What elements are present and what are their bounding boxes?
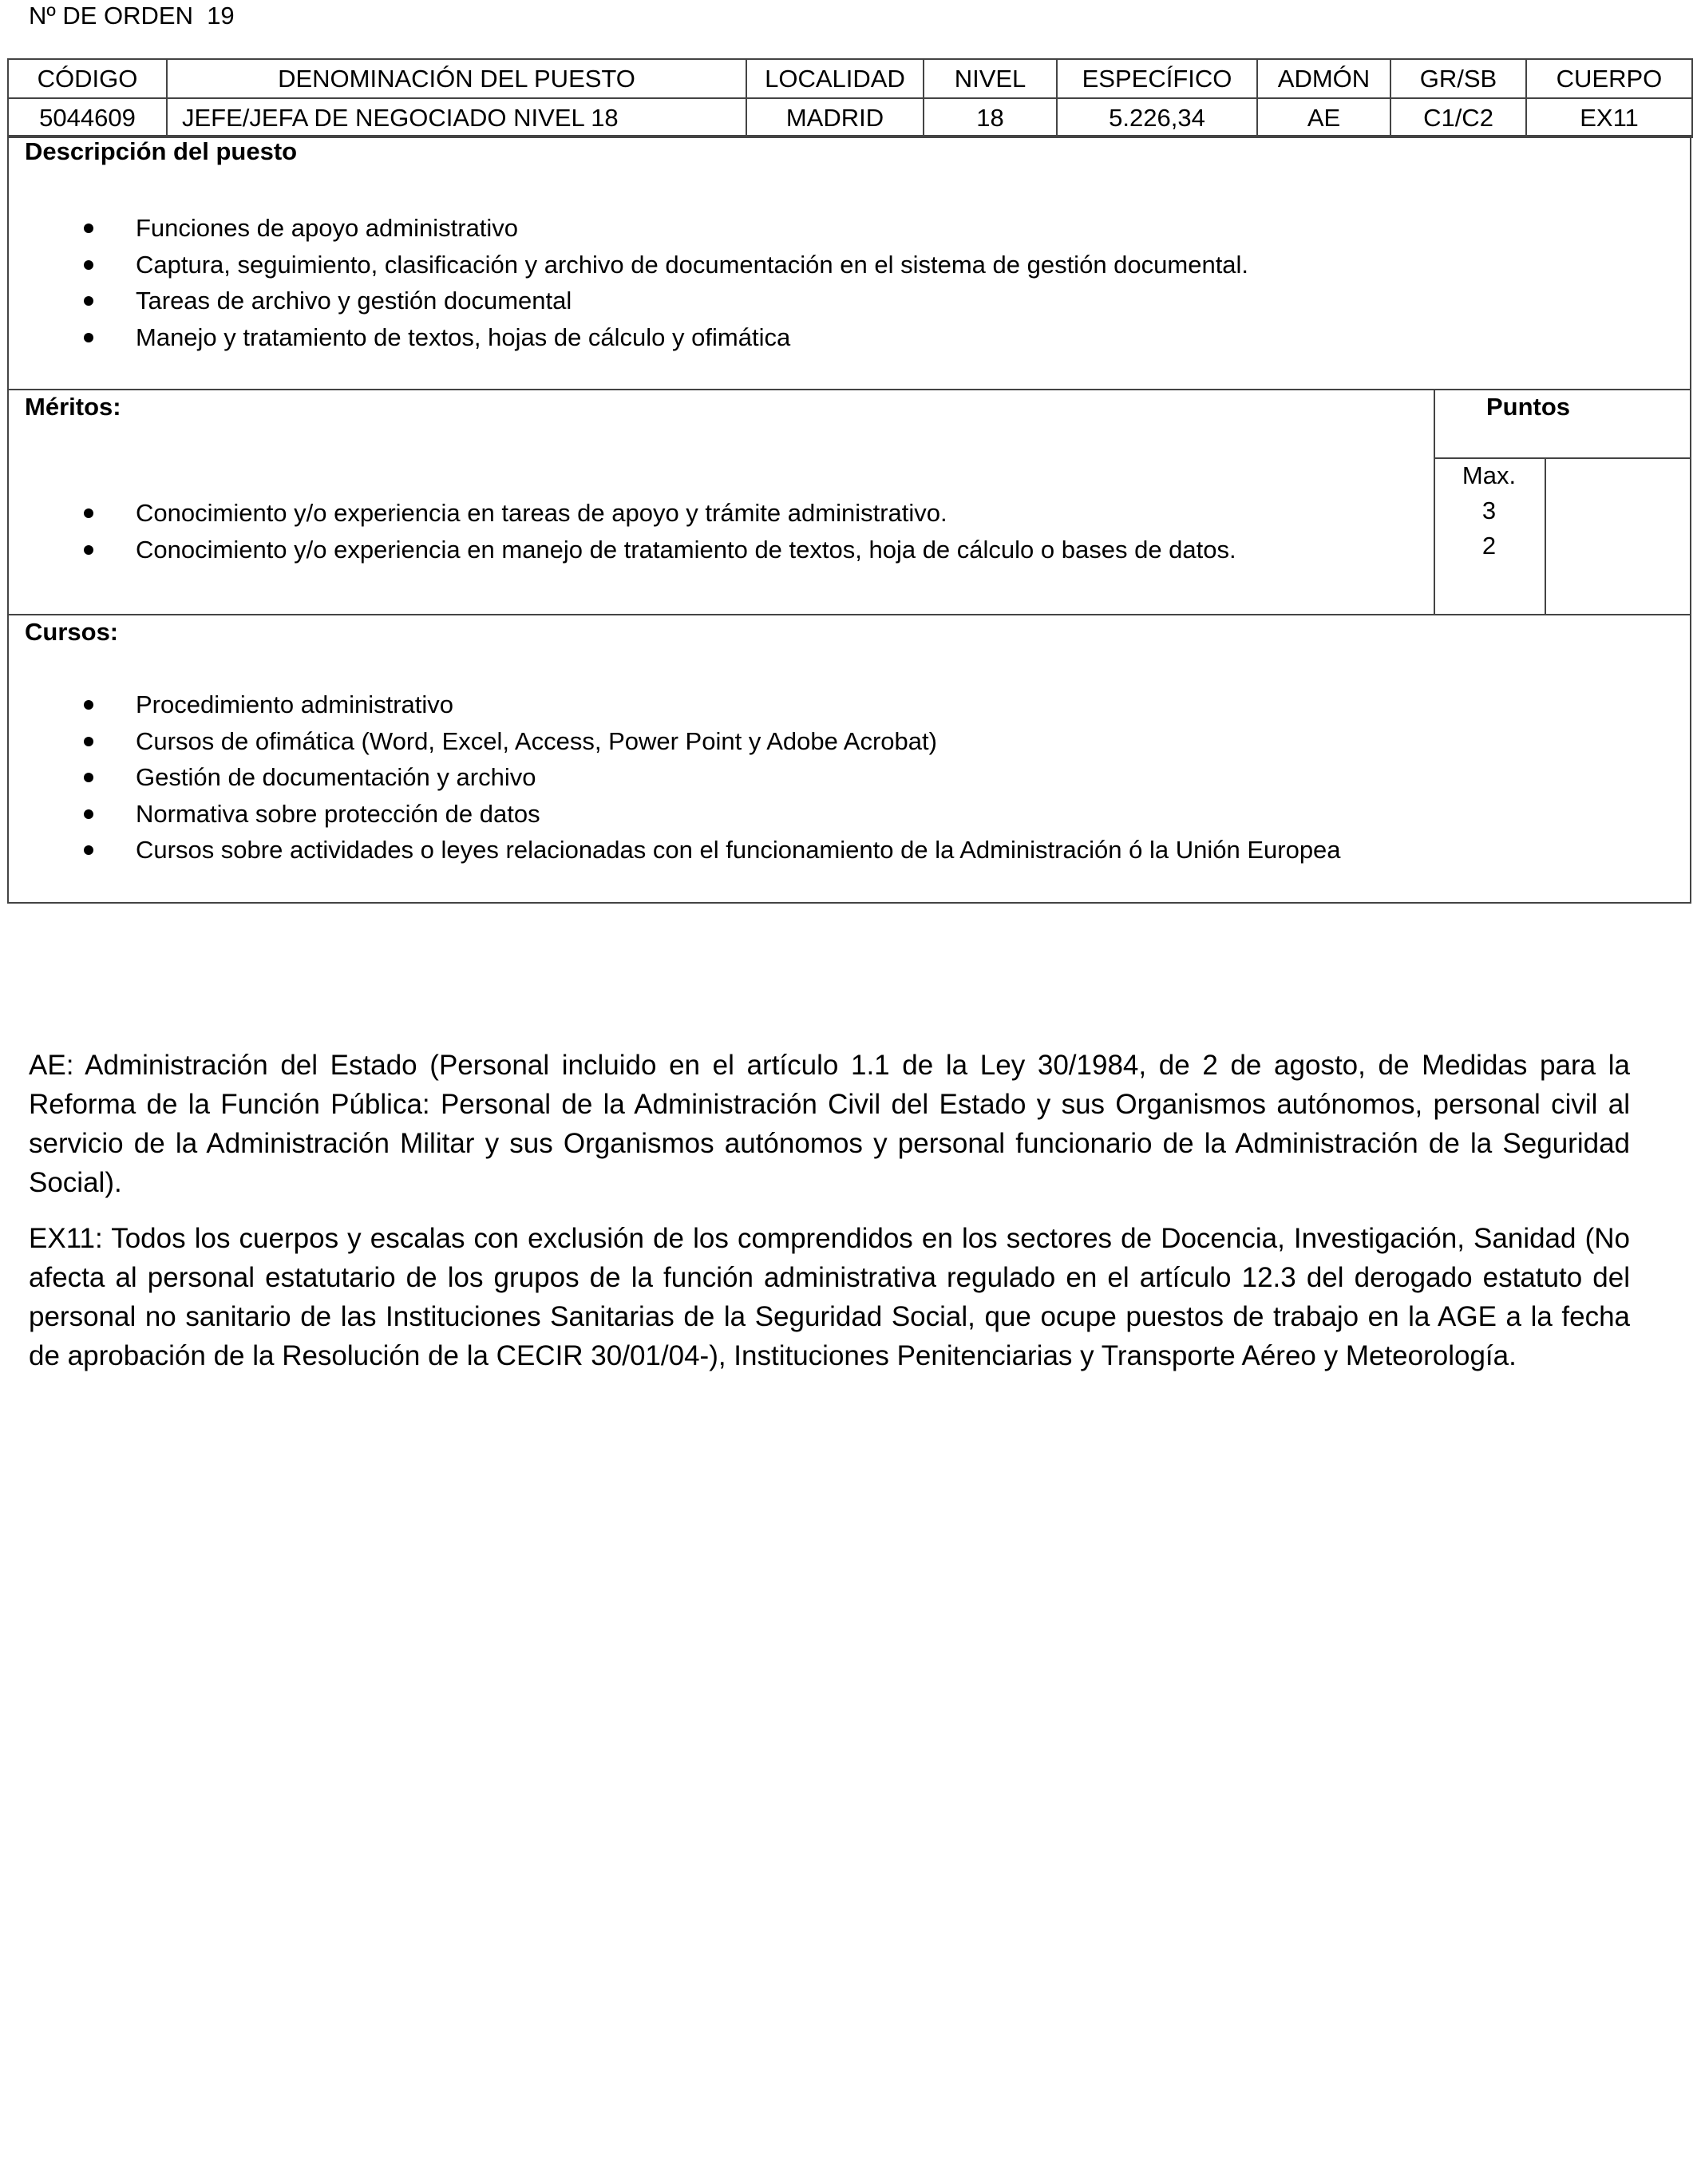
puntos-label: Puntos — [1486, 393, 1571, 421]
header-columns-row — [8, 59, 1692, 98]
note-ae: AE: Administración del Estado (Personal incluido en el artículo 1.1 de la Ley 30/1984, de 2 de agosto, de Medidas para la Reforma de la Función Pública: Personal de la Administración Civil del Estado y sus Organismos autónomos, personal civil al servicio de la Administración Militar y sus Organismos autónomos y personal funcionario de la Administración de la Seguridad Social). — [29, 1050, 1630, 1198]
list-item: Normativa sobre protección de datos — [7, 796, 1341, 833]
bullet-icon — [84, 809, 93, 819]
bullet-icon — [84, 545, 93, 555]
bullet-icon — [84, 737, 93, 746]
list-item: Conocimiento y/o experiencia en manejo de tratamiento de textos, hoja de cálculo o bases de datos. — [7, 532, 1236, 568]
col-grsb: GR/SB — [1390, 59, 1526, 98]
merit-points-1: 3 — [1481, 497, 1497, 524]
list-item: Conocimiento y/o experiencia en tareas de apoyo y trámite administrativo. — [7, 495, 1236, 532]
value-codigo: 5044609 — [8, 98, 167, 137]
col-admon: ADMÓN — [1257, 59, 1390, 98]
bullet-icon — [84, 224, 93, 233]
note-ex11: EX11: Todos los cuerpos y escalas con exclusión de los comprendidos en los sectores de Docencia, Investigación, Sanidad (No afecta al personal estatutario de los grupos de la función administrativa regulado en el artículo 12.3 del derogado estatuto del personal no sanitario de las Instituciones Sanitarias de la Seguridad Social, que ocupe puestos de trabajo en la AGE a la fecha de aprobación de la Resolución de la CECIR 30/01/04-), Instituciones Penitenciarias y Transporte Aéreo y Meteorología. — [29, 1223, 1630, 1371]
puntos-header-line — [1434, 457, 1691, 459]
order-number: 19 — [207, 2, 235, 30]
list-item: Captura, seguimiento, clasificación y archivo de documentación en el sistema de gestión documental. — [7, 247, 1248, 283]
order-label: Nº DE ORDEN — [29, 2, 193, 30]
list-item: Procedimiento administrativo — [7, 686, 1341, 723]
bullet-icon — [84, 845, 93, 855]
bullet-icon — [84, 296, 93, 306]
list-item: Funciones de apoyo administrativo — [7, 210, 1248, 247]
header-values-row — [8, 98, 1692, 137]
bullet-icon — [84, 333, 93, 342]
list-item: Manejo y tratamiento de textos, hojas de cálculo y ofimática — [7, 319, 1248, 356]
value-grsb: C1/C2 — [1390, 98, 1526, 137]
position-header-table — [7, 58, 1693, 138]
list-item: Cursos sobre actividades o leyes relacionadas con el funcionamiento de la Administración ó la Unión Europea — [7, 832, 1341, 868]
value-localidad: MADRID — [746, 98, 924, 137]
col-denominacion: DENOMINACIÓN DEL PUESTO — [167, 59, 746, 98]
descripcion-title: Descripción del puesto — [25, 137, 298, 165]
value-cuerpo: EX11 — [1526, 98, 1692, 137]
list-item: Gestión de documentación y archivo — [7, 759, 1341, 796]
cursos-title: Cursos: — [25, 618, 119, 646]
col-nivel: NIVEL — [924, 59, 1057, 98]
list-item: Cursos de ofimática (Word, Excel, Access, Power Point y Adobe Acrobat) — [7, 723, 1341, 760]
bullet-icon — [84, 260, 93, 270]
bullet-icon — [84, 700, 93, 710]
value-nivel: 18 — [924, 98, 1057, 137]
value-admon: AE — [1257, 98, 1390, 137]
meritos-title: Méritos: — [25, 393, 121, 421]
meritos-list — [7, 495, 1236, 568]
puntos-inner-divider — [1545, 457, 1546, 615]
bullet-icon — [84, 508, 93, 518]
col-localidad: LOCALIDAD — [746, 59, 924, 98]
col-cuerpo: CUERPO — [1526, 59, 1692, 98]
cursos-list — [7, 686, 1341, 868]
col-codigo: CÓDIGO — [8, 59, 167, 98]
bullet-icon — [84, 773, 93, 782]
col-especifico: ESPECÍFICO — [1057, 59, 1257, 98]
descripcion-list — [7, 210, 1248, 355]
list-item: Tareas de archivo y gestión documental — [7, 283, 1248, 319]
order-number-line — [29, 0, 235, 32]
value-especifico: 5.226,34 — [1057, 98, 1257, 137]
max-label: Max. — [1462, 461, 1517, 489]
merit-points-2: 2 — [1481, 532, 1497, 560]
value-denominacion: JEFE/JEFA DE NEGOCIADO NIVEL 18 — [167, 98, 746, 137]
